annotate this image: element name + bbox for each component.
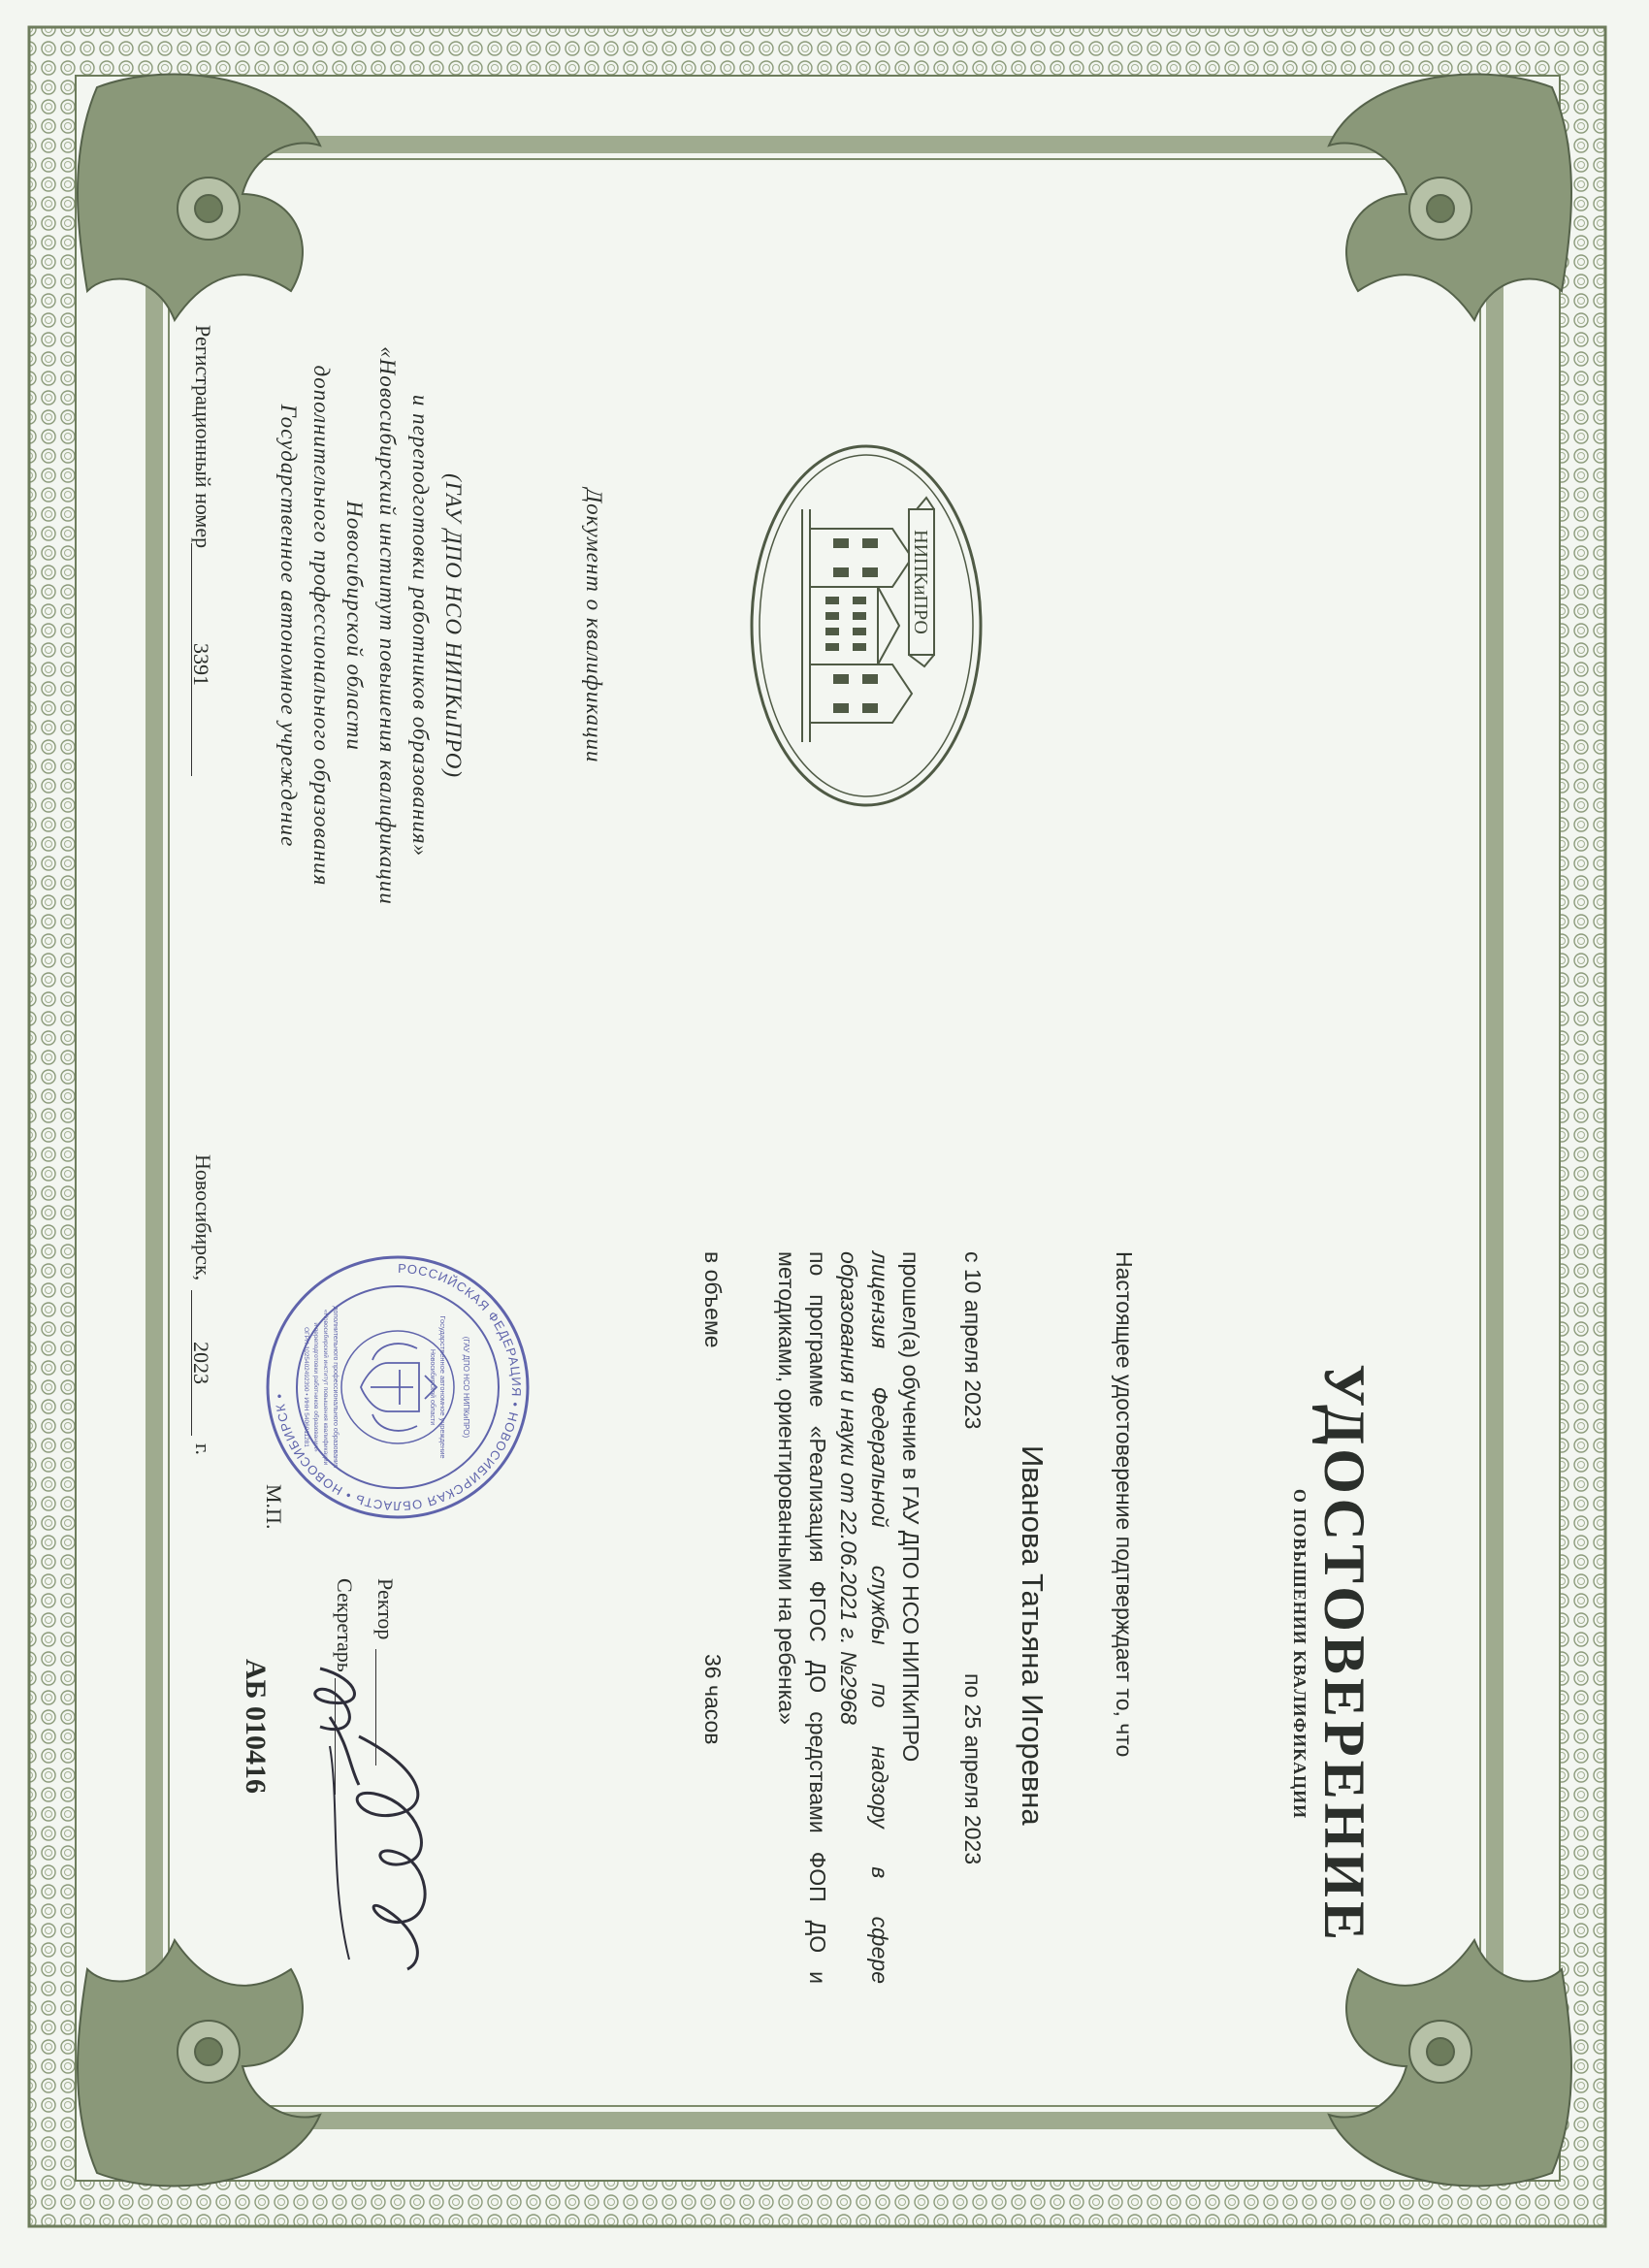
program-line-1: по программе «Реализация ФГОС ДО средствами ФОП ДО и xyxy=(805,1251,830,1984)
intro-text: Настоящее удостоверение подтверждает то, что xyxy=(1112,1251,1137,1758)
license-line-1: лицензия Федеральной службы по надзору в сфере xyxy=(867,1251,892,1984)
training-line: прошел(а) обучение в ГАУ ДПО НСО НИПКиПРО xyxy=(898,1251,923,1763)
mp-label: М.П. xyxy=(262,1484,286,1530)
volume-value: 36 часов xyxy=(700,1654,726,1745)
org-line-6: (ГАУ ДПО НСО НИПКиПРО) xyxy=(441,473,466,778)
year-value: 2023 xyxy=(189,1342,213,1384)
document-type: Документ о квалификации xyxy=(582,488,606,763)
stamp-line-3: Новосибирской области xyxy=(429,1348,436,1426)
date-to: по 25 апреля 2023 xyxy=(960,1673,986,1865)
stamp-outer-text: РОССИЙСКАЯ ФЕДЕРАЦИЯ • НОВОСИБИРСКАЯ ОБЛАСТЬ • НОВОСИБИРСК • xyxy=(272,1260,525,1514)
org-line-2: дополнительного профессионального образования xyxy=(309,365,334,887)
date-from: с 10 апреля 2023 xyxy=(960,1251,986,1430)
stamp-line-5: и переподготовки работников образования» xyxy=(312,1322,319,1452)
stamp-line-7: ОГРН 1025402492390 • ИНН 5406011281 xyxy=(303,1327,309,1447)
license-line-2: образования и науки от 22.06.2021 г. №2968 xyxy=(836,1251,861,1725)
city-name: Новосибирск, xyxy=(191,1154,215,1281)
program-line-2: методиками, ориентированными на ребенка» xyxy=(774,1251,799,1725)
certificate-title: УДОСТОВЕРЕНИЕ xyxy=(1312,1364,1376,1944)
registration-number: 3391 xyxy=(189,643,213,686)
full-name: Иванова Татьяна Игоревна xyxy=(1016,1445,1050,1826)
year-suffix: г. xyxy=(191,1443,215,1456)
registration-label: Регистрационный номер xyxy=(191,325,215,549)
coat-of-arms-icon xyxy=(361,1344,436,1431)
secretary-label: Секретарь xyxy=(333,1578,357,1672)
secretary-signature xyxy=(281,1659,388,1795)
stamp-line-4: «Новосибирский институт повышения квалификации xyxy=(322,1309,329,1466)
stamp-line-2: дополнительного профессионального образования xyxy=(332,1306,339,1469)
stamp-line-6: (ГАУ ДПО НСО НИПКиПРО) xyxy=(462,1336,470,1439)
volume-label: в объеме xyxy=(700,1251,726,1348)
org-line-3: Новосибирской области xyxy=(342,501,367,751)
rector-label: Ректор xyxy=(373,1578,398,1640)
stamp-line-1: Государственное автономное учреждение xyxy=(438,1315,447,1459)
org-line-5: и переподготовки работников образования» xyxy=(408,394,433,858)
serial-number: АБ 010416 xyxy=(240,1659,272,1794)
institute-logo xyxy=(747,441,985,810)
certificate-subtitle: О ПОВЫШЕНИИ КВАЛИФИКАЦИИ xyxy=(1290,1488,1310,1820)
org-line-1: Государственное автономное учреждение xyxy=(276,404,301,848)
logo-text: НИПКиПРО xyxy=(910,530,931,634)
official-stamp xyxy=(262,1251,534,1523)
org-line-4: «Новосибирский институт повышения квалификации xyxy=(375,346,400,905)
